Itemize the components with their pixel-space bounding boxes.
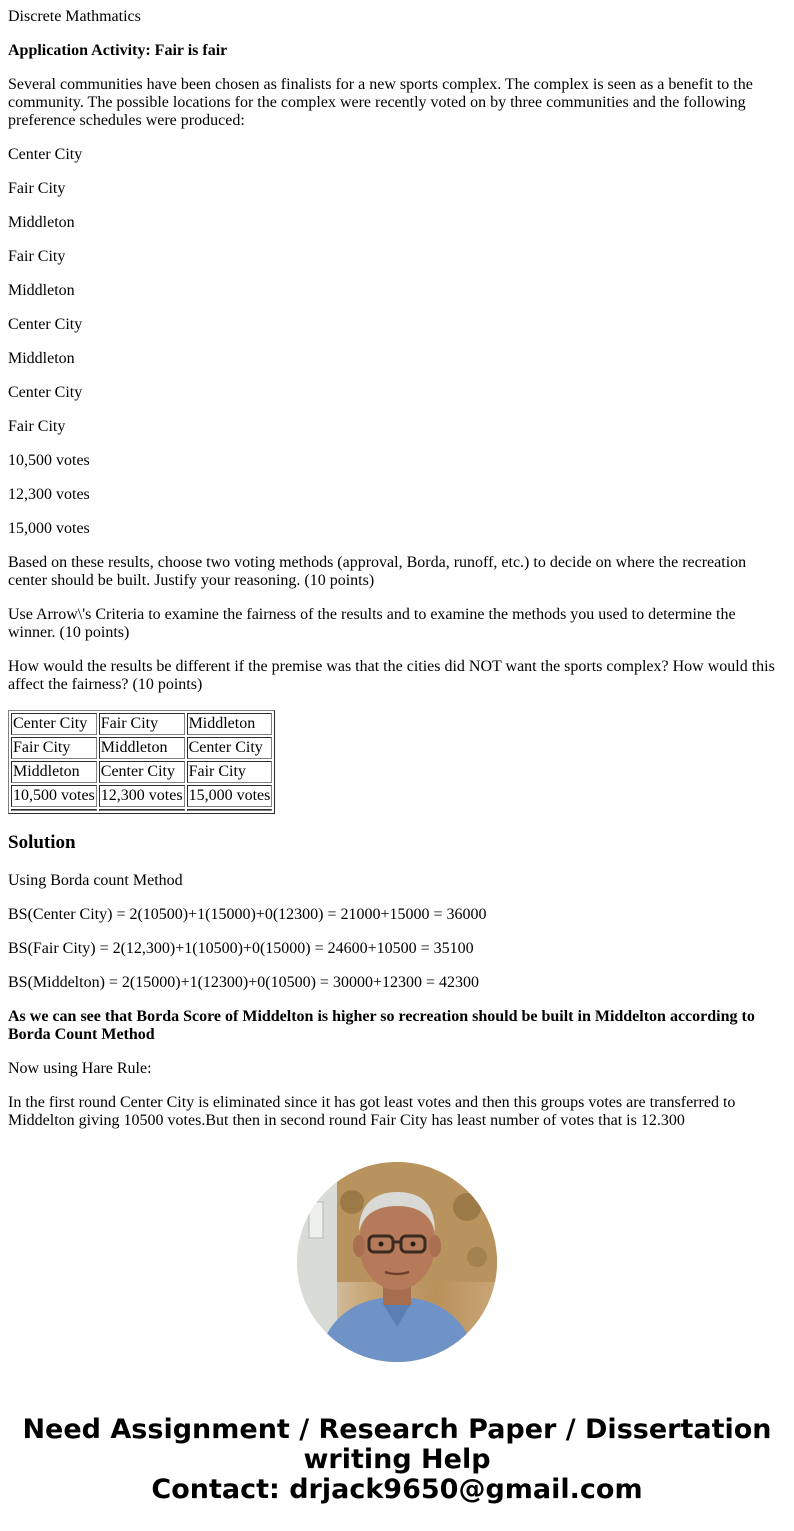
banner-contact[interactable]: Contact: drjack9650@gmail.com	[151, 1474, 643, 1505]
table-cell: Fair City	[11, 737, 97, 759]
schedule-line: 15,000 votes	[8, 520, 90, 537]
question-3: How would the results be different if the premise was that the cities did NOT want the sports complex? How would this affect the fairness? (10 points)	[8, 658, 775, 693]
table-cell: Fair City	[99, 713, 185, 735]
table-cell: Middleton	[99, 737, 185, 759]
table-row	[11, 713, 272, 735]
banner-line-2: writing Help	[303, 1444, 491, 1475]
table-cell: 15,000 votes	[187, 785, 273, 807]
table-row	[11, 785, 272, 807]
author-avatar-image	[297, 1162, 497, 1362]
table-cell: Middleton	[11, 761, 97, 783]
banner-line-1: Need Assignment / Research Paper / Dissertation	[22, 1414, 772, 1445]
table-cell-empty	[11, 809, 97, 811]
preference-table	[8, 710, 275, 814]
course-title: Discrete Mathmatics	[8, 8, 141, 25]
schedule-line: Fair City	[8, 248, 66, 265]
table-cell: Fair City	[187, 761, 273, 783]
schedule-line: Fair City	[8, 180, 66, 197]
solution-heading: Solution	[8, 832, 76, 853]
question-1: Based on these results, choose two voting methods (approval, Borda, runoff, etc.) to decide on where the recreation center should be built. Justify your reasoning. (10 points)	[8, 554, 747, 589]
table-cell: Center City	[99, 761, 185, 783]
table-row	[11, 761, 272, 783]
document	[0, 8, 794, 1130]
intro-paragraph: Several communities have been chosen as finalists for a new sports complex. The complex is seen as a benefit to the community. The possible locations for the complex were recently voted on by three communities and the following preference schedules were produced:	[8, 76, 753, 129]
schedule-line: Center City	[8, 316, 83, 333]
table-cell: Middleton	[187, 713, 273, 735]
table-cell-empty	[99, 809, 185, 811]
author-avatar	[297, 1162, 497, 1362]
borda-conclusion	[8, 1008, 786, 1044]
author-avatar-container	[0, 1162, 794, 1367]
borda-score-middelton: BS(Middelton) = 2(15000)+1(12300)+0(10500) = 30000+12300 = 42300	[8, 974, 479, 991]
table-cell: 10,500 votes	[11, 785, 97, 807]
schedule-line: Center City	[8, 146, 83, 163]
table-row-empty	[11, 809, 272, 811]
borda-score-center-city: BS(Center City) = 2(10500)+1(15000)+0(12300) = 21000+15000 = 36000	[8, 906, 487, 923]
hare-explanation: In the first round Center City is eliminated since it has got least votes and then this groups votes are transferred to Middelton giving 10500 votes.But then in second round Fair City has least number of votes that is 12.300	[8, 1094, 736, 1129]
schedule-line: Middleton	[8, 350, 75, 367]
schedule-line: Middleton	[8, 282, 75, 299]
borda-score-fair-city: BS(Fair City) = 2(12,300)+1(10500)+0(15000) = 24600+10500 = 35100	[8, 940, 474, 957]
schedule-line: Middleton	[8, 214, 75, 231]
table-cell: Center City	[11, 713, 97, 735]
schedule-line: 10,500 votes	[8, 452, 90, 469]
help-banner	[0, 1415, 794, 1505]
table-cell: Center City	[187, 737, 273, 759]
schedule-line: Center City	[8, 384, 83, 401]
schedule-line: 12,300 votes	[8, 486, 90, 503]
question-2: Use Arrow\'s Criteria to examine the fairness of the results and to examine the methods you used to determine the winner. (10 points)	[8, 606, 736, 641]
method-borda: Using Borda count Method	[8, 872, 183, 889]
table-cell: 12,300 votes	[99, 785, 185, 807]
activity-title-text: Application Activity: Fair is fair	[8, 42, 228, 59]
table-row	[11, 737, 272, 759]
borda-conclusion-text: As we can see that Borda Score of Middelton is higher so recreation should be built in Middelton according to Borda Count Method	[8, 1008, 755, 1043]
table-cell-empty	[187, 809, 273, 811]
schedule-line: Fair City	[8, 418, 66, 435]
activity-title	[8, 42, 786, 60]
method-hare: Now using Hare Rule:	[8, 1060, 152, 1077]
